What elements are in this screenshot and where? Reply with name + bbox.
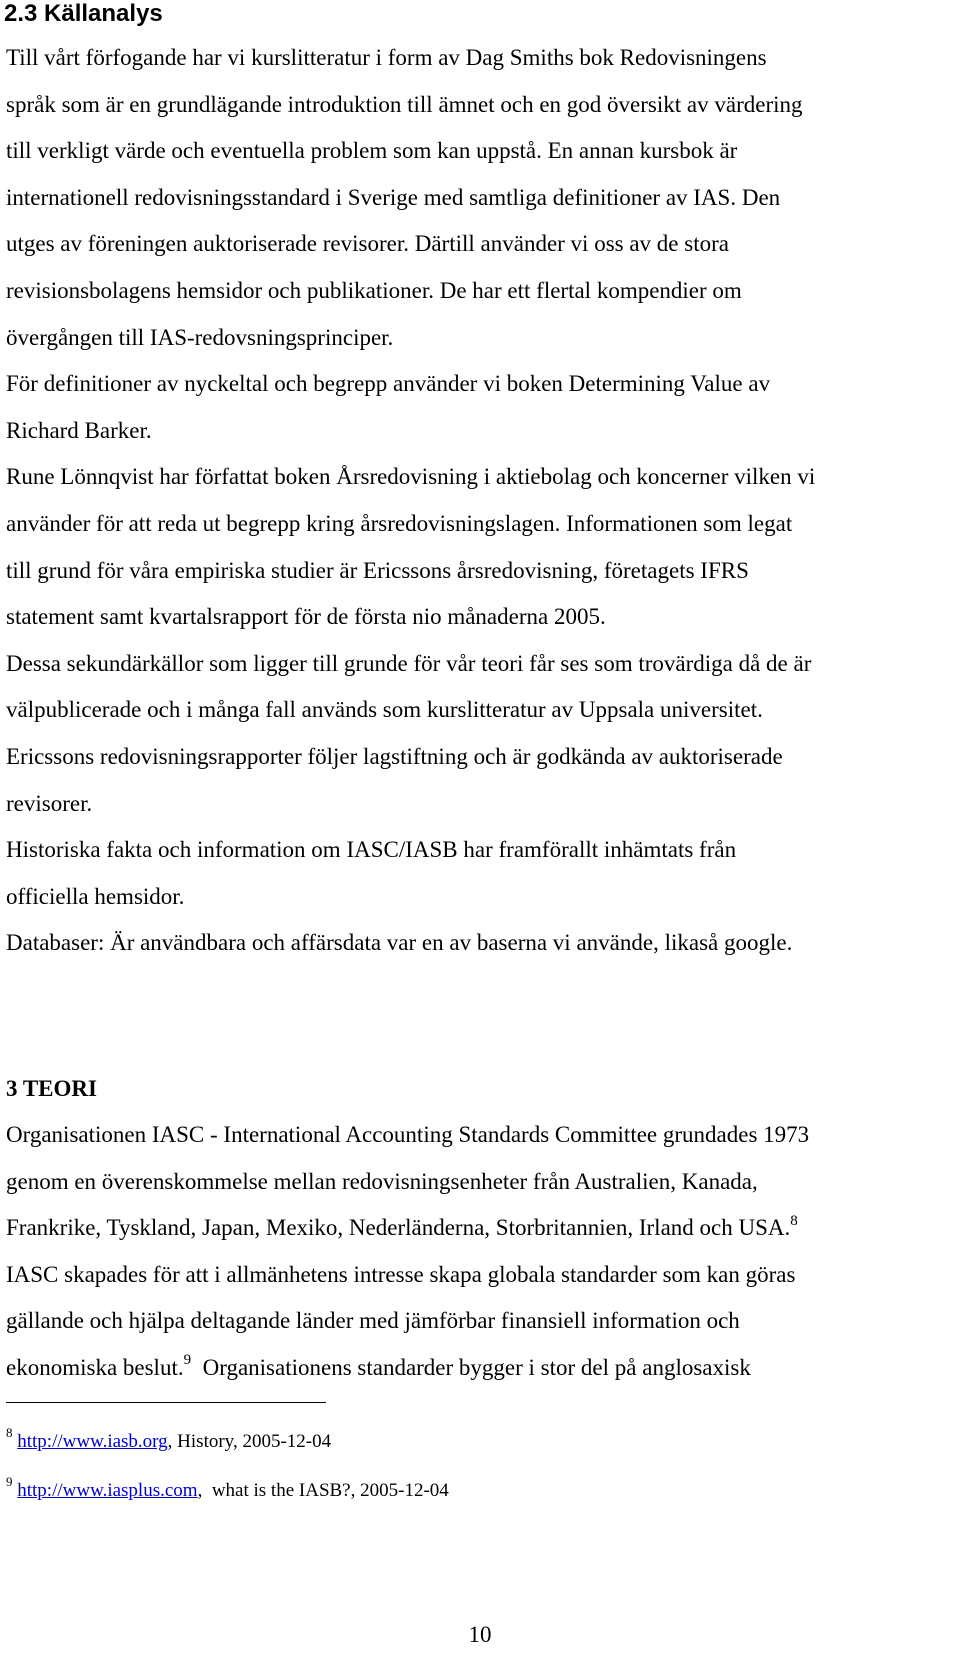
footnote-text: , History, 2005-12-04	[167, 1431, 332, 1452]
footnote-number: 8	[6, 1424, 13, 1440]
text-line: Historiska fakta och information om IASC/IASB har framförallt inhämtats från	[6, 837, 737, 863]
footnote-number: 9	[6, 1473, 13, 1489]
kallanalys-body	[6, 35, 951, 967]
text-line: Organisationen IASC - International Accounting Standards Committee grundades 1973	[6, 1122, 810, 1147]
footnote-ref-9: 9	[183, 1352, 192, 1369]
text-line: språk som är en grundlägande introduktion till ämnet och en god översikt av värdering	[6, 91, 803, 117]
text-line: till verkligt värde och eventuella problem som kan uppstå. En annan kursbok är	[6, 138, 738, 164]
text-line: statement samt kvartalsrapport för de första nio månaderna 2005.	[6, 604, 606, 630]
text-line: IASC skapades för att i allmänhetens intresse skapa globala standarder som kan göras	[6, 1261, 796, 1287]
footnote-9	[6, 1473, 449, 1503]
text-line: övergången till IAS-redovsningsprinciper.	[6, 324, 394, 350]
text-line: till grund för våra empiriska studier är Ericssons årsredovisning, företagets IFRS	[6, 557, 749, 583]
text-line: Till vårt förfogande har vi kurslitteratur i form av Dag Smiths bok Redovisningens	[6, 45, 767, 70]
text-line: gällande och hjälpa deltagande länder med jämförbar finansiell information och	[6, 1308, 740, 1334]
text-line: använder för att reda ut begrepp kring årsredovisningslagen. Informationen som legat	[6, 510, 793, 536]
iasplus-link[interactable]: http://www.iasplus.com	[17, 1480, 198, 1501]
text-line: Richard Barker.	[6, 417, 152, 443]
text-segment: Organisationens standarder bygger i stor del på anglosaxisk	[191, 1354, 751, 1380]
text-line: genom en överenskommelse mellan redovisningsenheter från Australien, Kanada,	[6, 1168, 758, 1194]
footnote-divider	[6, 1402, 326, 1403]
section-heading-kallanalys: 2.3 Källanalys	[4, 0, 163, 27]
text-line: revisorer.	[6, 790, 93, 816]
page-number: 10	[468, 1622, 492, 1647]
footnote-ref-8: 8	[790, 1212, 798, 1229]
text-line: officiella hemsidor.	[6, 883, 185, 909]
text-line: Dessa sekundärkällor som ligger till grunde för vår teori får ses som trovärdiga då de är	[6, 650, 812, 676]
footnote-text: , what is the IASB?, 2005-12-04	[197, 1480, 449, 1501]
text-line	[6, 1205, 951, 1252]
text-line: Ericssons redovisningsrapporter följer lagstiftning och är godkända av auktoriserade	[6, 743, 783, 769]
text-line: välpublicerade och i många fall används som kurslitteratur av Uppsala universitet.	[6, 697, 763, 723]
section-heading-teori: 3 TEORI	[6, 1076, 97, 1101]
text-line	[6, 1345, 951, 1392]
iasb-link[interactable]: http://www.iasb.org	[17, 1431, 168, 1452]
text-line: internationell redovisningsstandard i Sverige med samtliga definitioner av IAS. Den	[6, 184, 781, 210]
text-line: För definitioner av nyckeltal och begrepp använder vi boken Determining Value av	[6, 371, 771, 397]
text-line: revisionsbolagens hemsidor och publikationer. De har ett flertal kompendier om	[6, 277, 742, 303]
text-line: utges av föreningen auktoriserade revisorer. Därtill använder vi oss av de stora	[6, 231, 729, 257]
footnote-8	[6, 1424, 332, 1454]
text-segment: ekonomiska beslut.	[6, 1354, 184, 1380]
text-line: Rune Lönnqvist har författat boken Årsredovisning i aktiebolag och koncerner vilken vi	[6, 464, 816, 490]
text-line: Databaser: Är användbara och affärsdata var en av baserna vi använde, likaså google.	[6, 930, 793, 956]
text-segment: Frankrike, Tyskland, Japan, Mexiko, Nederländerna, Storbritannien, Irland och USA.	[6, 1215, 791, 1241]
teori-body	[6, 1112, 951, 1392]
